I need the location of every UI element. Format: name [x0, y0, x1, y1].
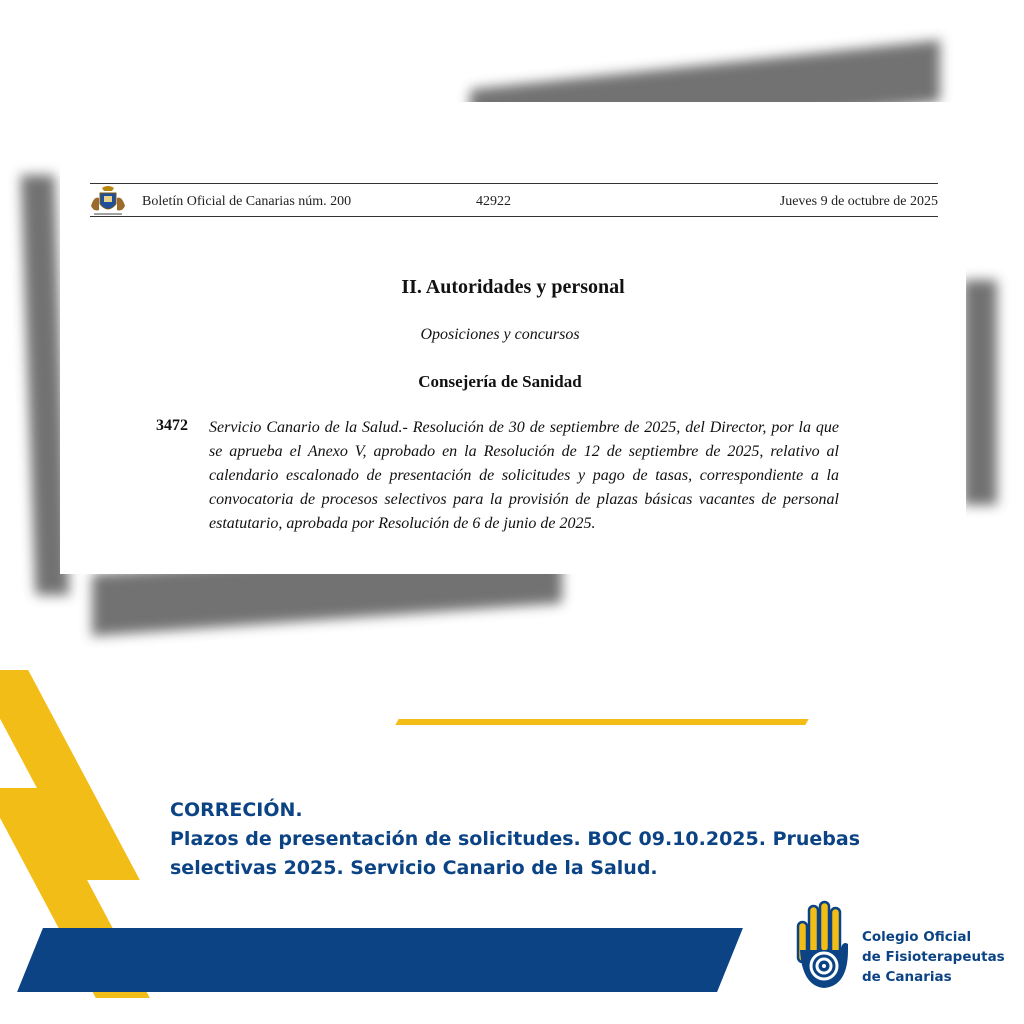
publication-name: Boletín Oficial de Canarias núm. 200	[142, 194, 352, 209]
department-heading: Consejería de Sanidad	[418, 372, 582, 391]
announcement-caption	[170, 796, 890, 883]
organization-name-line: Colegio Oficial	[862, 929, 972, 945]
yellow-accent-bar	[395, 719, 808, 725]
organization-name-line: de Fisioterapeutas	[862, 949, 1005, 965]
header-rule-bottom	[90, 216, 938, 217]
canarias-coat-of-arms-icon	[88, 184, 128, 218]
paper-shadow-right	[963, 280, 997, 505]
caption-body: Plazos de presentación de solicitudes. BOC 09.10.2025. Pruebas selectivas 2025. Servicio Canario de la Salud.	[170, 828, 861, 879]
entry-number: 3472	[156, 417, 188, 434]
section-title: II. Autoridades y personal	[401, 276, 625, 298]
section-subtitle: Oposiciones y concursos	[420, 326, 580, 343]
publication-date: Jueves 9 de octubre de 2025	[779, 194, 938, 209]
caption-heading: CORRECIÓN.	[170, 799, 303, 821]
entry-text: Servicio Canario de la Salud.- Resolución de 30 de septiembre de 2025, del Director, por la que se aprueba el Anexo V, aprobado en la Resolución de 12 de septiembre de 2025, relativo al calendario escalonado de presentación de solicitudes y pago de tasas, correspondiente a la convocatoria de procesos selectivos para la provisión de plazas básicas vacantes de personal estatutario, aprobada por Resolución de 6 de junio de 2025.	[209, 419, 839, 532]
hand-spiral-icon	[796, 900, 852, 990]
blue-diagonal-band	[17, 928, 743, 992]
page-number: 42922	[476, 194, 511, 209]
organization-name-line: de Canarias	[862, 969, 952, 985]
organization-name	[862, 927, 1005, 987]
header-rule-top	[90, 183, 938, 184]
boc-document-clipping	[60, 102, 966, 574]
